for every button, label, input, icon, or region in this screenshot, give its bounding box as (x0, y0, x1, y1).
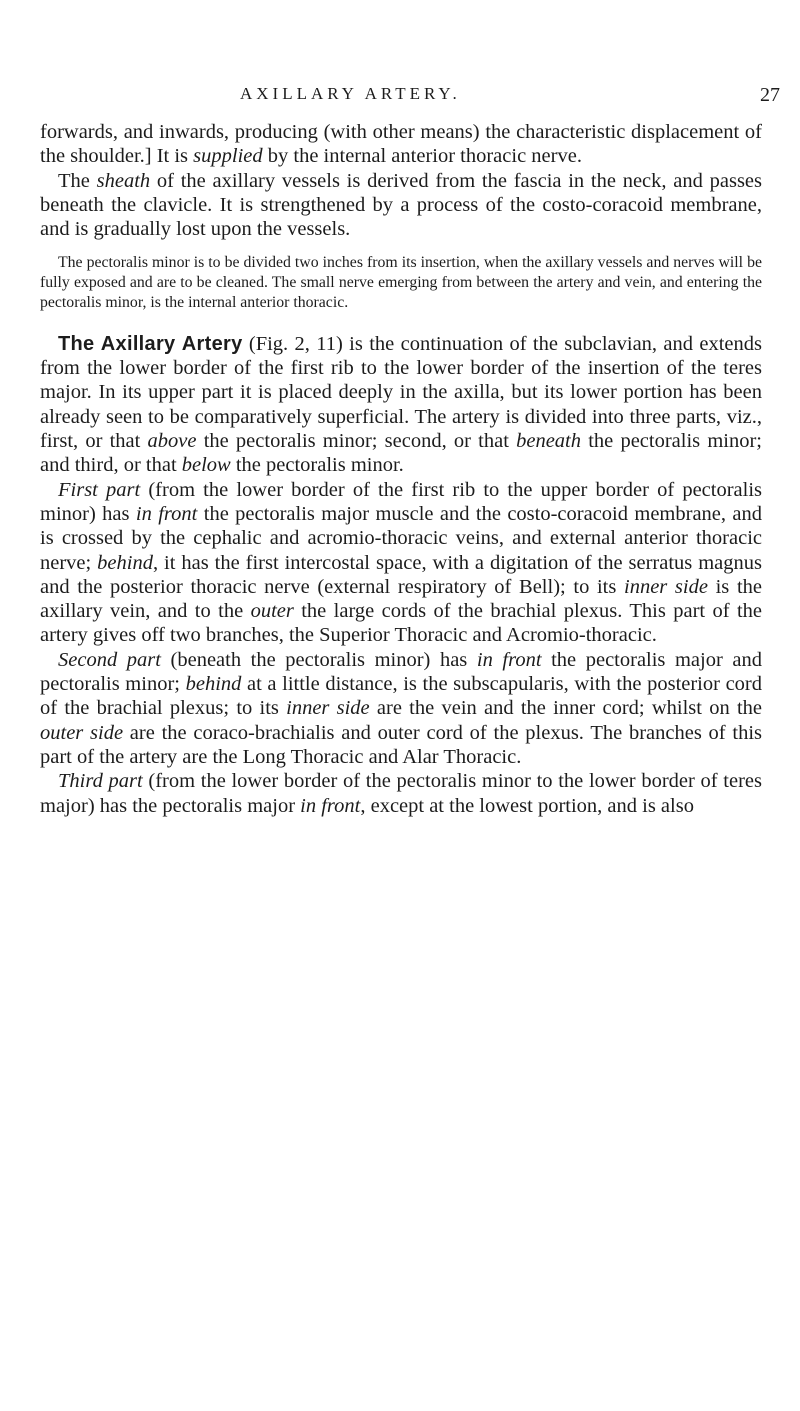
section-heading: The Axillary Artery (58, 332, 243, 355)
italic-term: inner side (286, 697, 370, 720)
text-run: are the coraco-brachialis and outer cord of the plexus. The branches of this part of the artery are the Long Thoracic and Alar Thoracic. (40, 721, 762, 768)
paragraph-first-part (40, 478, 762, 648)
text-run: (from the lower border of the first rib to the upper border of pectoralis minor) has (40, 478, 763, 525)
text-run: (Fig. 2, 11) is the continuation of the subclavian, and extends from the lower border of the first rib to the lower border of the insertion of the teres major. In its upper part it is placed deeply in the axilla, but its lower portion has been already seen to be comparatively superficial. The artery is divided into three parts, viz., first, or that (40, 332, 762, 453)
italic-term: behind (185, 673, 242, 696)
text-run: , except at the lowest portion, and is also (360, 794, 694, 817)
running-head (40, 84, 780, 108)
italic-term: in front (476, 648, 542, 671)
italic-term: Second part (58, 648, 161, 671)
italic-term: beneath (516, 430, 582, 453)
dissection-note: The pectoralis minor is to be divided two inches from its insertion, when the axillary vessels and nerves will be fully exposed and are to be cleaned. The small nerve emerging from between the artery and vein, and entering the pectoralis minor, is the internal anterior thoracic. (40, 254, 762, 312)
italic-term: in front (135, 502, 198, 525)
text-run: the pectoralis minor; second, or that (196, 430, 517, 453)
italic-term: Third part (58, 770, 143, 793)
text-run: the large cords of the brachial plexus. This part of the artery gives off two branches, the Superior Thoracic and Acromio-thoracic. (40, 600, 762, 647)
paragraph-continuation (40, 120, 762, 169)
italic-term: inner side (624, 575, 708, 598)
italic-term: outer side (40, 721, 124, 744)
italic-term: behind (97, 551, 153, 574)
italic-term: First part (58, 478, 141, 501)
text-run: are the vein and the inner cord; whilst on the (369, 697, 763, 720)
italic-term: above (147, 430, 197, 453)
text-run: by the internal anterior thoracic nerve. (262, 145, 582, 168)
page-number: 27 (760, 84, 780, 106)
text-run: at a little distance, is the subscapularis, with the posterior cord of the brachial plexus; to its (40, 673, 762, 720)
text-run: forwards, and inwards, producing (with other means) the characteristic displacement of the shoulder.] It is (40, 121, 762, 168)
text-run: the pectoralis major muscle and the costo-coracoid membrane, and is crossed by the cephalic and acromio-thoracic veins, and external anterior thoracic nerve; (40, 502, 763, 574)
italic-term: sheath (96, 169, 151, 192)
text-run: (beneath the pectoralis minor) has (160, 648, 477, 671)
italic-term: in front (300, 794, 361, 817)
text-block (40, 120, 762, 818)
text-run: is the axillary vein, and to the (40, 575, 762, 623)
paragraph-axillary-artery (40, 332, 762, 478)
italic-term: below (181, 454, 231, 477)
text-run: the pectoralis minor; and third, or that (40, 430, 762, 477)
running-title: AXILLARY ARTERY. (240, 84, 461, 103)
text-run: the pectoralis major and pectoralis minor; (40, 648, 762, 696)
text-run: The (58, 169, 97, 192)
italic-term: outer (250, 600, 294, 623)
italic-term: supplied (193, 145, 263, 168)
paragraph-sheath (40, 169, 762, 242)
text-run: of the axillary vessels is derived from the fascia in the neck, and passes beneath the clavicle. It is strengthened by a process of the costo-coracoid membrane, and is gradually lost upon the vessels. (40, 169, 763, 241)
paragraph-third-part (40, 769, 762, 818)
paragraph-second-part (40, 648, 762, 769)
text-run: (from the lower border of the pectoralis minor to the lower border of teres major) has the pectoralis major (40, 770, 762, 817)
text-run: the pectoralis minor. (230, 454, 404, 477)
text-run: , it has the first intercostal space, with a digitation of the serratus magnus and the posterior thoracic nerve (external respiratory of Bell); to its (40, 551, 762, 598)
